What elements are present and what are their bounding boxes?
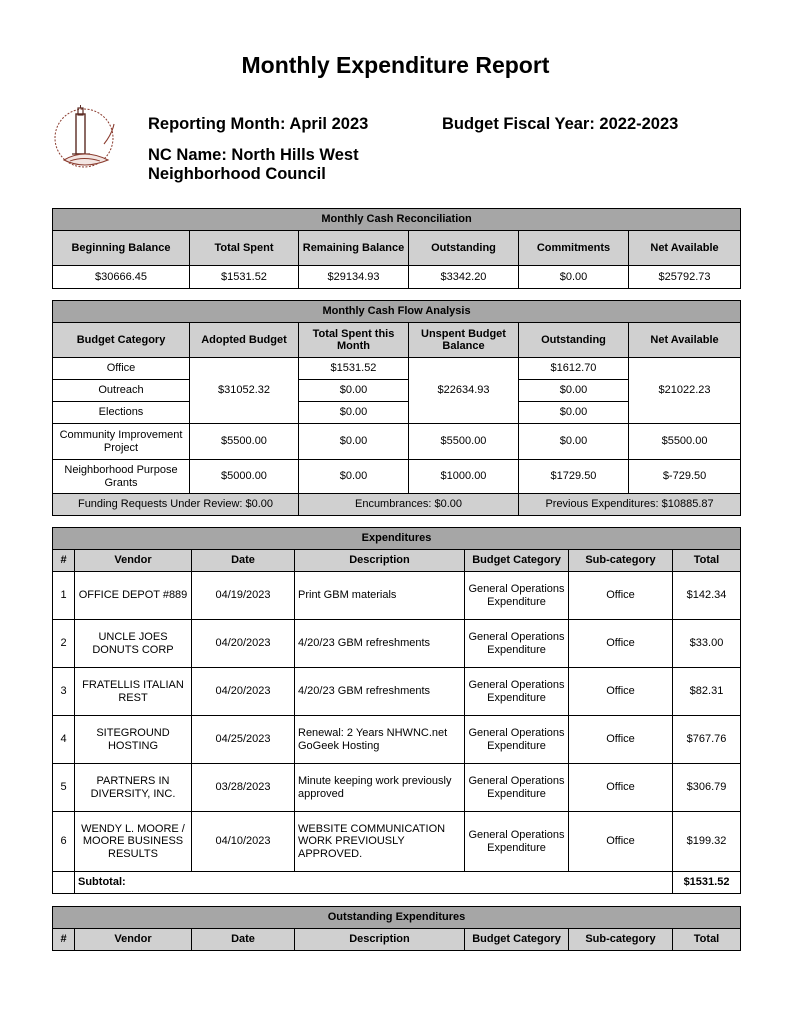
cip-outstanding: $0.00	[519, 424, 629, 460]
table-row	[53, 668, 741, 716]
col-header: Sub-category	[569, 929, 673, 951]
col-header: Date	[192, 929, 295, 951]
budget-category: General Operations Expenditure	[465, 572, 569, 620]
description: WEBSITE COMMUNICATION WORK PREVIOUSLY APPROVED.	[295, 812, 465, 872]
category-elections: Elections	[53, 402, 190, 424]
cash-reconciliation-table	[52, 208, 741, 289]
commitments-value: $0.00	[519, 266, 629, 289]
total: $306.79	[673, 764, 741, 812]
vendor: SITEGROUND HOSTING	[75, 716, 192, 764]
npg-spent: $0.00	[299, 460, 409, 494]
col-header: Total	[673, 929, 741, 951]
date: 04/20/2023	[192, 620, 295, 668]
office-outstanding: $1612.70	[519, 358, 629, 380]
col-header: #	[53, 929, 75, 951]
category-office: Office	[53, 358, 190, 380]
col-header: Outstanding	[409, 231, 519, 266]
budget-category: General Operations Expenditure	[465, 668, 569, 716]
total: $199.32	[673, 812, 741, 872]
sub-category: Office	[569, 572, 673, 620]
nc-name-line1: NC Name: North Hills West	[148, 146, 359, 164]
category-cip: Community Improvement Project	[53, 424, 190, 460]
subtotal-row	[53, 872, 741, 894]
description: Print GBM materials	[295, 572, 465, 620]
col-header: Unspent Budget Balance	[409, 323, 519, 358]
sub-category: Office	[569, 668, 673, 716]
col-header: Remaining Balance	[299, 231, 409, 266]
cip-net: $5500.00	[629, 424, 741, 460]
cip-spent: $0.00	[299, 424, 409, 460]
col-header: Description	[295, 550, 465, 572]
total-spent-value: $1531.52	[190, 266, 299, 289]
outstanding-title: Outstanding Expenditures	[53, 907, 741, 929]
remaining-balance-value: $29134.93	[299, 266, 409, 289]
total: $33.00	[673, 620, 741, 668]
row-number: 5	[53, 764, 75, 812]
subtotal-label: Subtotal:	[75, 872, 673, 894]
row-number: 3	[53, 668, 75, 716]
npg-unspent: $1000.00	[409, 460, 519, 494]
col-header: Description	[295, 929, 465, 951]
date: 04/20/2023	[192, 668, 295, 716]
table-row	[53, 620, 741, 668]
outreach-outstanding: $0.00	[519, 380, 629, 402]
npg-outstanding: $1729.50	[519, 460, 629, 494]
budget-category: General Operations Expenditure	[465, 620, 569, 668]
outstanding-value: $3342.20	[409, 266, 519, 289]
date: 04/10/2023	[192, 812, 295, 872]
outreach-spent: $0.00	[299, 380, 409, 402]
subtotal-value: $1531.52	[673, 872, 741, 894]
expenditures-title: Expenditures	[53, 528, 741, 550]
col-header: Commitments	[519, 231, 629, 266]
net-available-value: $25792.73	[629, 266, 741, 289]
col-header: Total	[673, 550, 741, 572]
col-header: Budget Category	[53, 323, 190, 358]
col-header: Beginning Balance	[53, 231, 190, 266]
vendor: PARTNERS IN DIVERSITY, INC.	[75, 764, 192, 812]
col-header: Sub-category	[569, 550, 673, 572]
description: 4/20/23 GBM refreshments	[295, 668, 465, 716]
elections-spent: $0.00	[299, 402, 409, 424]
col-header: #	[53, 550, 75, 572]
col-header: Outstanding	[519, 323, 629, 358]
expenditures-table	[52, 527, 741, 894]
row-number: 1	[53, 572, 75, 620]
cip-adopted: $5500.00	[190, 424, 299, 460]
vendor: WENDY L. MOORE / MOORE BUSINESS RESULTS	[75, 812, 192, 872]
nc-name-line2: Neighborhood Council	[148, 165, 326, 183]
beginning-balance-value: $30666.45	[53, 266, 190, 289]
funding-requests-under-review: Funding Requests Under Review: $0.00	[53, 494, 299, 516]
table-row	[53, 716, 741, 764]
outstanding-expenditures-table	[52, 906, 741, 951]
date: 04/19/2023	[192, 572, 295, 620]
total: $142.34	[673, 572, 741, 620]
description: Minute keeping work previously approved	[295, 764, 465, 812]
sub-category: Office	[569, 716, 673, 764]
date: 03/28/2023	[192, 764, 295, 812]
nc-name	[148, 146, 408, 184]
description: Renewal: 2 Years NHWNC.net GoGeek Hosting	[295, 716, 465, 764]
report-title: Monthly Expenditure Report	[241, 52, 550, 78]
table-row	[53, 812, 741, 872]
col-header: Total Spent this Month	[299, 323, 409, 358]
reporting-month: Reporting Month: April 2023	[148, 115, 369, 133]
sub-category: Office	[569, 620, 673, 668]
budget-category: General Operations Expenditure	[465, 764, 569, 812]
encumbrances: Encumbrances: $0.00	[299, 494, 519, 516]
col-header: Vendor	[75, 929, 192, 951]
vendor: UNCLE JOES DONUTS CORP	[75, 620, 192, 668]
col-header: Total Spent	[190, 231, 299, 266]
col-header: Net Available	[629, 323, 741, 358]
col-header: Budget Category	[465, 929, 569, 951]
elections-outstanding: $0.00	[519, 402, 629, 424]
table-row	[53, 572, 741, 620]
general-adopted-budget: $31052.32	[190, 358, 299, 424]
city-clerk-seal-logo	[50, 104, 122, 176]
category-outreach: Outreach	[53, 380, 190, 402]
total: $82.31	[673, 668, 741, 716]
budget-category: General Operations Expenditure	[465, 716, 569, 764]
previous-expenditures: Previous Expenditures: $10885.87	[519, 494, 741, 516]
category-npg: Neighborhood Purpose Grants	[53, 460, 190, 494]
office-spent: $1531.52	[299, 358, 409, 380]
reconciliation-title: Monthly Cash Reconciliation	[53, 209, 741, 231]
cip-unspent: $5500.00	[409, 424, 519, 460]
general-unspent-balance: $22634.93	[409, 358, 519, 424]
general-net-available: $21022.23	[629, 358, 741, 424]
row-number: 2	[53, 620, 75, 668]
cash-flow-table	[52, 300, 741, 516]
sub-category: Office	[569, 812, 673, 872]
col-header: Vendor	[75, 550, 192, 572]
description: 4/20/23 GBM refreshments	[295, 620, 465, 668]
row-number: 4	[53, 716, 75, 764]
sub-category: Office	[569, 764, 673, 812]
row-number: 6	[53, 812, 75, 872]
npg-adopted: $5000.00	[190, 460, 299, 494]
budget-category: General Operations Expenditure	[465, 812, 569, 872]
date: 04/25/2023	[192, 716, 295, 764]
col-header: Adopted Budget	[190, 323, 299, 358]
budget-fiscal-year: Budget Fiscal Year: 2022-2023	[442, 115, 679, 133]
col-header: Net Available	[629, 231, 741, 266]
cashflow-title: Monthly Cash Flow Analysis	[53, 301, 741, 323]
table-row	[53, 764, 741, 812]
col-header: Date	[192, 550, 295, 572]
total: $767.76	[673, 716, 741, 764]
col-header: Budget Category	[465, 550, 569, 572]
vendor: OFFICE DEPOT #889	[75, 572, 192, 620]
subtotal-spacer	[53, 872, 75, 894]
npg-net: $-729.50	[629, 460, 741, 494]
vendor: FRATELLIS ITALIAN REST	[75, 668, 192, 716]
